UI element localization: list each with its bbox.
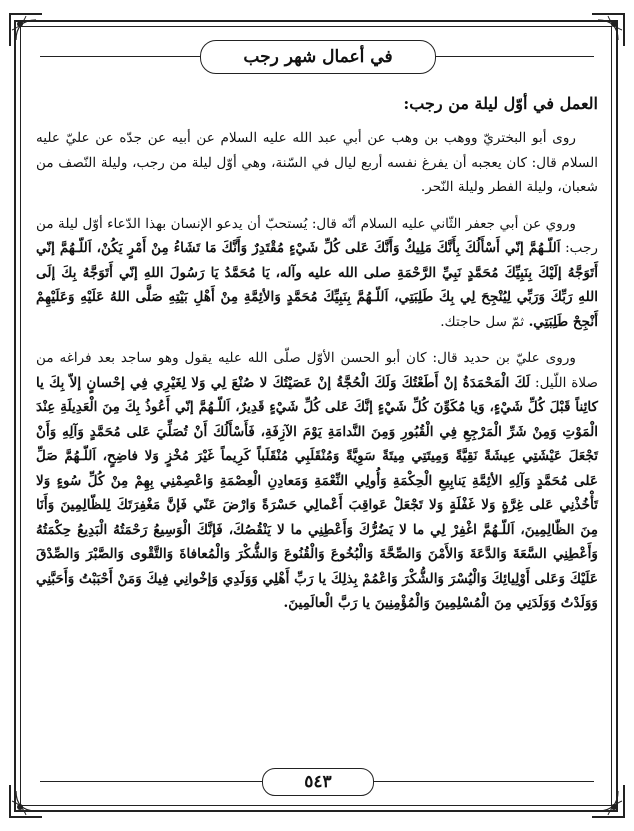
supplication-text: لَكَ الْمَحْمَدَةُ إنْ أَطَعْتُكَ وَلَكَ الْحُجَّةُ إنْ عَصَيْتُكَ لا صُنْعَ لِي وَلا لِغَيْرِي فِي إحْسانٍ إلاّ بِكَ يا كائِناً قَبْلَ كُلِّ شَيْءٍ، وَيا مُكَوِّنَ كُلِّ شَيْءٍ إنَّكَ عَلى كُلِّ شَيْءٍ قَدِيرٌ، اَللّـهُمَّ إنّي أَعُوذُ بِكَ مِنَ الْعَدِيلَةِ عِنْدَ الْمَوْتِ وَمِنْ شَرِّ الْمَرْجِعِ فِي الْقُبُورِ وَمِنَ النَّدامَةِ يَوْمَ الآزِفَةِ، فَأَسْأَلُكَ أَنْ تُصَلِّيَ عَلى مُحَمَّدٍ وَآلِهِ وَأَنْ تَجْعَلَ عَيْشَتِي عِيشَةً نَقِيَّةً وَمِيتَتِي مِيتَةً سَوِيَّةً وَمُنْقَلَبِي مُنْقَلَباً كَرِيماً غَيْرَ مُخْزٍ وَلا فاضِحٍ، اَللّـهُمَّ صَلِّ عَلى مُحَمَّدٍ وَآلِهِ الأئِمَّةِ يَنابِيعِ الْحِكْمَةِ وَأُولِي النِّعْمَةِ وَمَعادِنِ الْعِصْمَةِ وَاعْصِمْنِي بِهِمْ مِنْ كُلِّ سُوءٍ وَلا تَأْخُذْنِي عَلى غِرَّةٍ وَلا غَفْلَةٍ وَلا تَجْعَلْ عَواقِبَ أَعْمالِي حَسْرَةً وَارْضَ عَنّي فَإنَّ مَغْفِرَتَكَ لِلظّالِمِينَ وَأَنَا مِنَ الظّالِمِينَ، اَللّـهُمَّ اغْفِرْ لِي ما لا يَضُرُّكَ وَأَعْطِنِي ما لا يَنْقُصُكَ، فَإنَّكَ الْوَسِيعُ رَحْمَتُهُ الْبَدِيعُ حِكْمَتُهُ وَأَعْطِنِي السَّعَةَ وَالدَّعَةَ وَالأَمْنَ وَالصِّحَّةَ وَالْبُخُوعَ وَالْقُنُوعَ وَالشُّكْرَ وَالْمُعافاةَ وَالتَّقْوى وَالصَّبْرَ وَالصِّدْقَ عَلَيْكَ وَعَلى أَوْلِيائِكَ وَالْيُسْرَ وَالشُّكْرَ وَاعْمُمْ بِذلِكَ يا رَبِّ أَهْلِي وَوَلَدِي وَإخْوانِي فِيكَ وَمَنْ أَحْبَبْتُ وَأَحَبَّنِي وَوَلَدْتُ وَوَلَدَنِي مِنَ الْمُسْلِمِينَ وَالْمُؤْمِنِينَ يا رَبَّ الْعالَمِينَ. (36, 374, 598, 611)
footer-rule-right (372, 781, 594, 782)
paragraph-1 (36, 126, 598, 200)
corner-ornament-icon (8, 783, 44, 819)
paragraph-2 (36, 212, 598, 335)
paragraph-tail: ثمّ سل حاجتك. (440, 313, 525, 330)
footer-rule-left (40, 781, 262, 782)
paragraph-text: وروي عن أبي جعفر الثّاني عليه السلام أنّه قال: يُستحبّ أن يدعو الإنسان بهذا الدّعاء أوّل ليلة من رجب: (36, 215, 598, 256)
paragraph-text: روى أبو البختريّ ووهب بن وهب عن أبي عبد الله عليه السلام عن أبيه عن جدّه عن عليّ عليه السلام قال: كان يعجبه أن يفرغ نفسه أربع ليال في السّنة، وهي أوّل ليلة من رجب، وليلة النّصف من شعبان، وليلة الفطر وليلة النّحر. (36, 130, 598, 195)
section-title: العمل في أوّل ليلة من رجب: (403, 94, 598, 113)
header-rule-right (434, 56, 594, 57)
corner-ornament-icon (8, 12, 44, 48)
corner-ornament-icon (590, 12, 626, 48)
corner-ornament-icon (590, 783, 626, 819)
page-header-title: في أعمال شهر رجب (200, 40, 436, 74)
supplication-text: اَللّـهُمَّ إنّي أَسْأَلُكَ بِأَنَّكَ مَلِيكٌ وَأَنَّكَ عَلى كُلِّ شَيْءٍ مُقْتَدِرٌ وَأَنَّكَ مَا تَشَاءُ مِنْ أَمْرٍ يَكُنْ، اَللّـهُمَّ إنّي أَتَوَجَّهُ إلَيْكَ بِنَبِيِّكَ مُحَمَّدٍ نَبِيِّ الرَّحْمَةِ صلى الله عليه وآله، يَا مُحَمَّدُ يَا رَسُولَ اللهِ إنّي أَتَوَجَّهُ بِكَ إلَى اللهِ رَبِّكَ وَرَبِّي لِيُنْجِحَ لِي بِكَ طَلِبَتِي، اَللّـهُمَّ بِنَبِيِّكَ مُحَمَّدٍ وَالأئِمَّةِ مِنْ أَهْلِ بَيْتِهِ صَلَّى اللهُ عَلَيْهِ وَعَلَيْهِمْ أَنْجِحْ طَلِبَتِي. (36, 240, 598, 330)
page-number: ٥٤٣ (262, 768, 374, 796)
page-body (36, 92, 598, 628)
header-rule-left (40, 56, 200, 57)
paragraph-3 (36, 346, 598, 616)
paragraph-text: وروى عليّ بن حديد قال: كان أبو الحسن الأوّل صلّى الله عليه يقول وهو ساجد بعد فراغه من صلاة اللّيل: (36, 350, 598, 391)
